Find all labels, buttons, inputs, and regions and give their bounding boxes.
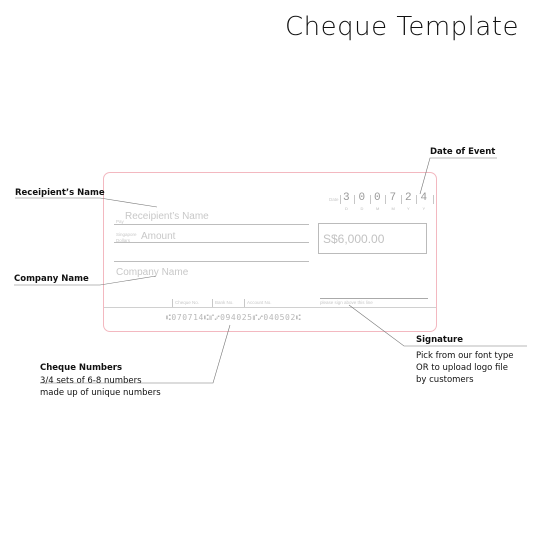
currency-label-2: Dollars [116,238,131,243]
date-digit: 4 [420,192,428,204]
date-digit: 7 [389,192,397,204]
date-sub-label: D [360,206,364,211]
date-digit: 3 [343,192,350,204]
date-bracket-left [340,195,341,204]
date-separator [385,195,386,204]
date-bracket-right [433,195,434,204]
cheque-numbers-note-2: made up of unique numbers [40,388,161,398]
account-no-label: Account No. [247,300,272,305]
signature-annotation: Signature [416,335,463,345]
date-leader [420,158,497,194]
signature-leader [349,305,527,346]
company-placeholder: Company Name [116,267,189,278]
recipient-placeholder: Receipient’s Name [125,211,209,222]
cheque-no-label: Cheque No. [175,300,200,305]
date-sub-label: M [391,206,395,211]
signature-note-1: Pick from our font type [416,351,514,361]
company-leader [14,276,156,285]
date-digit: 2 [405,192,412,204]
signature-note-2: OR to upload logo file [416,363,508,373]
date-sub-label: Y [407,206,410,211]
date-digit: 0 [374,192,381,204]
amount-value: S$6,000.00 [323,232,385,246]
bank-no-label: Bank No. [215,300,234,305]
micr-line: ⑆070714⑆⑈⑇094025⑈⑇040502⑆ [166,313,302,322]
amount-placeholder: Amount [141,231,176,242]
cheque-numbers-annotation: Cheque Numbers [40,363,123,373]
company-annotation: Company Name [14,274,89,284]
date-digit: 0 [358,192,366,204]
date-annotation: Date of Event [430,147,496,157]
pay-label: Pay [116,219,124,224]
signature-label: please sign above this line [320,300,373,305]
date-separator [401,195,402,204]
date-separator [354,195,355,204]
date-sub-label: M [376,206,380,211]
date-sub-label: D [345,206,348,211]
signature-note-3: by customers [416,375,474,385]
page-title: Cheque Template [284,12,519,42]
date-separator [370,195,371,204]
date-sub-label: Y [422,206,426,211]
currency-label-1: Singapore [116,232,137,237]
cheque-numbers-leader [40,325,230,383]
date-label: Date [329,197,339,202]
recipient-annotation: Receipient’s Name [15,188,105,198]
cheque-numbers-note-1: 3/4 sets of 6-8 numbers [40,376,142,386]
date-separator [416,195,417,204]
recipient-leader [15,198,157,207]
